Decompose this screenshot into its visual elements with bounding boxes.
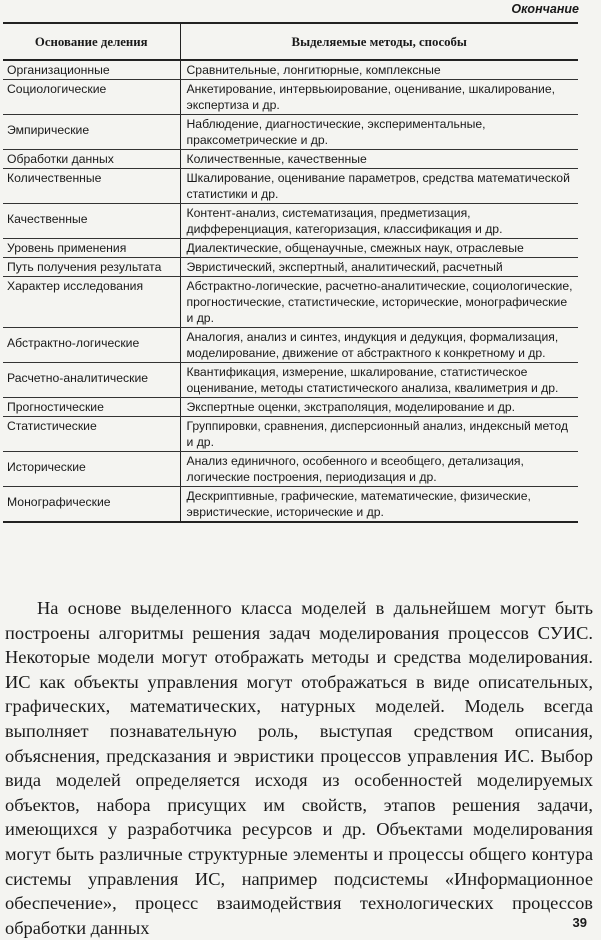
row-methods-cell: Сравнительные, лонгитюрные, комплексные <box>180 60 578 80</box>
row-basis-cell: Абстрактно-логические <box>3 328 180 363</box>
row-basis-cell: Монографические <box>3 487 180 523</box>
row-methods-cell: Квантификация, измерение, шкалирование, статистическое оценивание, методы статистического анализа, квалиметрия и др. <box>180 363 578 398</box>
running-head: Окончание <box>511 2 579 16</box>
row-basis-cell: Уровень применения <box>3 239 180 258</box>
table-row <box>3 80 578 115</box>
table-row <box>3 204 578 239</box>
row-basis-cell: Обработки данных <box>3 150 180 169</box>
table-row <box>3 258 578 277</box>
page-number: 39 <box>572 915 587 930</box>
row-methods-cell: Количественные, качественные <box>180 150 578 169</box>
table-row <box>3 328 578 363</box>
row-methods-cell: Наблюдение, диагностические, экспериментальные, праксометрические и др. <box>180 115 578 150</box>
row-basis-cell: Исторические <box>3 452 180 487</box>
row-methods-cell: Диалектические, общенаучные, смежных наук, отраслевые <box>180 239 578 258</box>
row-methods-cell: Эвристический, экспертный, аналитический, расчетный <box>180 258 578 277</box>
table-row <box>3 398 578 417</box>
row-methods-cell: Абстрактно-логические, расчетно-аналитические, социологические, прогностические, статистические, исторические, монографические и др. <box>180 277 578 328</box>
row-basis-cell: Качественные <box>3 204 180 239</box>
table-header-row <box>3 23 578 60</box>
row-basis-cell: Количественные <box>3 169 180 204</box>
table-row <box>3 150 578 169</box>
table-row <box>3 363 578 398</box>
table-row <box>3 169 578 204</box>
row-methods-cell: Дескриптивные, графические, математические, физические, эвристические, исторические и др. <box>180 487 578 523</box>
row-methods-cell: Контент-анализ, систематизация, предметизация, дифференциация, категоризация, классификация и др. <box>180 204 578 239</box>
row-basis-cell: Характер исследования <box>3 277 180 328</box>
table-row <box>3 487 578 523</box>
table-row <box>3 452 578 487</box>
table-row <box>3 239 578 258</box>
row-basis-cell: Путь получения результата <box>3 258 180 277</box>
table-row <box>3 60 578 80</box>
table-row <box>3 115 578 150</box>
row-methods-cell: Экспертные оценки, экстраполяция, моделирование и др. <box>180 398 578 417</box>
row-methods-cell: Аналогия, анализ и синтез, индукция и дедукция, формализация, моделирование, движение от абстрактного к конкретному и др. <box>180 328 578 363</box>
body-paragraph-text: На основе выделенного класса моделей в дальнейшем могут быть построены алгоритмы решения задач моделирования процессов СУИС. Некоторые модели могут отображать методы и средства моделирования. ИС как объекты управления могут отображаться в виде описательных, графических, математических, натурных моделей. Модель всегда выполняет познавательную роль, выступая средством описания, объяснения, предсказания и эвристики процессов управления ИС. Выбор вида моделей определяется исходя из особенностей моделируемых объектов, набора присущих им свойств, этапов решения задачи, имеющихся у разработчика ресурсов и др. Объектами моделирования могут быть различные структурные элементы и процессы общего контура системы управления ИС, например подсистемы «Информационное обеспечение», процесс взаимодействия технологических процессов обработки данных <box>5 598 593 938</box>
row-basis-cell: Расчетно-аналитические <box>3 363 180 398</box>
body-paragraph <box>5 596 593 940</box>
row-basis-cell: Прогностические <box>3 398 180 417</box>
row-basis-cell: Эмпирические <box>3 115 180 150</box>
header-basis: Основание деления <box>3 23 180 60</box>
methods-table <box>3 22 578 523</box>
row-methods-cell: Анкетирование, интервьюирование, оценивание, шкалирование, экспертиза и др. <box>180 80 578 115</box>
row-methods-cell: Шкалирование, оценивание параметров, средства математической статистики и др. <box>180 169 578 204</box>
table-row <box>3 417 578 452</box>
row-basis-cell: Социологические <box>3 80 180 115</box>
header-methods: Выделяемые методы, способы <box>180 23 578 60</box>
table-row <box>3 277 578 328</box>
row-basis-cell: Организационные <box>3 60 180 80</box>
row-methods-cell: Анализ единичного, особенного и всеобщего, детализация, логические построения, периодизация и др. <box>180 452 578 487</box>
row-methods-cell: Группировки, сравнения, дисперсионный анализ, индексный метод и др. <box>180 417 578 452</box>
row-basis-cell: Статистические <box>3 417 180 452</box>
